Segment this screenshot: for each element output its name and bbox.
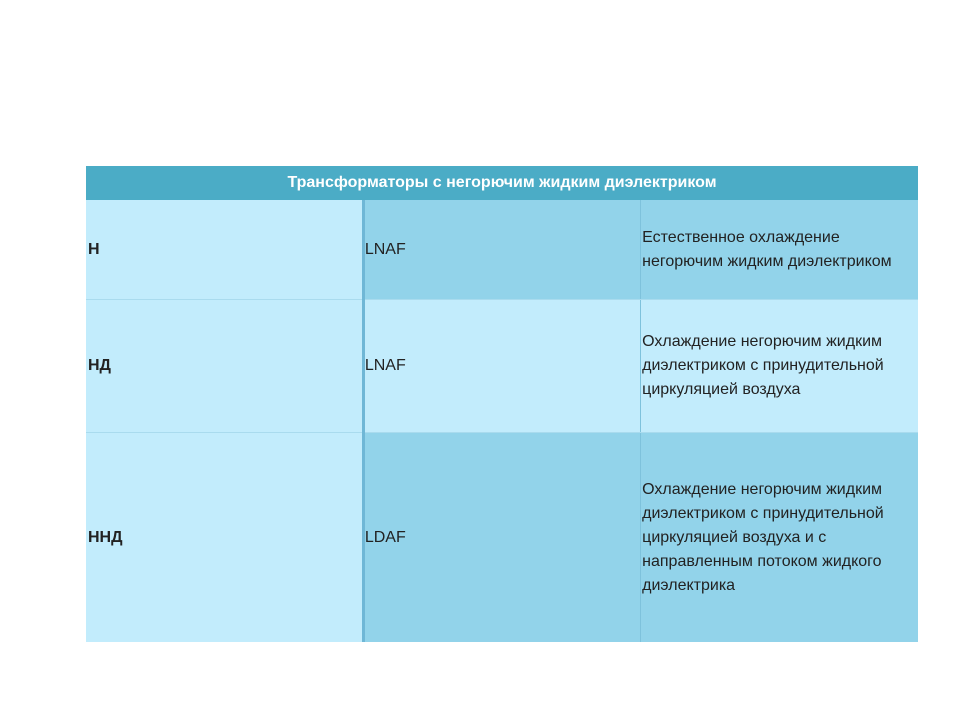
row-code: ННД <box>86 433 363 643</box>
row-designation: LDAF <box>363 433 640 643</box>
row-description: Охлаждение негорючим жидким диэлектриком с принудительной циркуляцией воздуха и с направленным потоком жидкого диэлектрика <box>641 433 918 643</box>
transformer-table <box>86 166 918 642</box>
row-designation: LNAF <box>363 300 640 433</box>
table-row <box>86 200 918 300</box>
table-header-row <box>86 166 918 200</box>
row-description: Естественное охлаждение негорючим жидким диэлектриком <box>641 200 918 300</box>
table-row <box>86 300 918 433</box>
row-description: Охлаждение негорючим жидким диэлектриком с принудительной циркуляцией воздуха <box>641 300 918 433</box>
table-row <box>86 433 918 643</box>
row-designation: LNAF <box>363 200 640 300</box>
row-code: НД <box>86 300 363 433</box>
table-header: Трансформаторы с негорючим жидким диэлектриком <box>86 166 918 200</box>
row-code: Н <box>86 200 363 300</box>
